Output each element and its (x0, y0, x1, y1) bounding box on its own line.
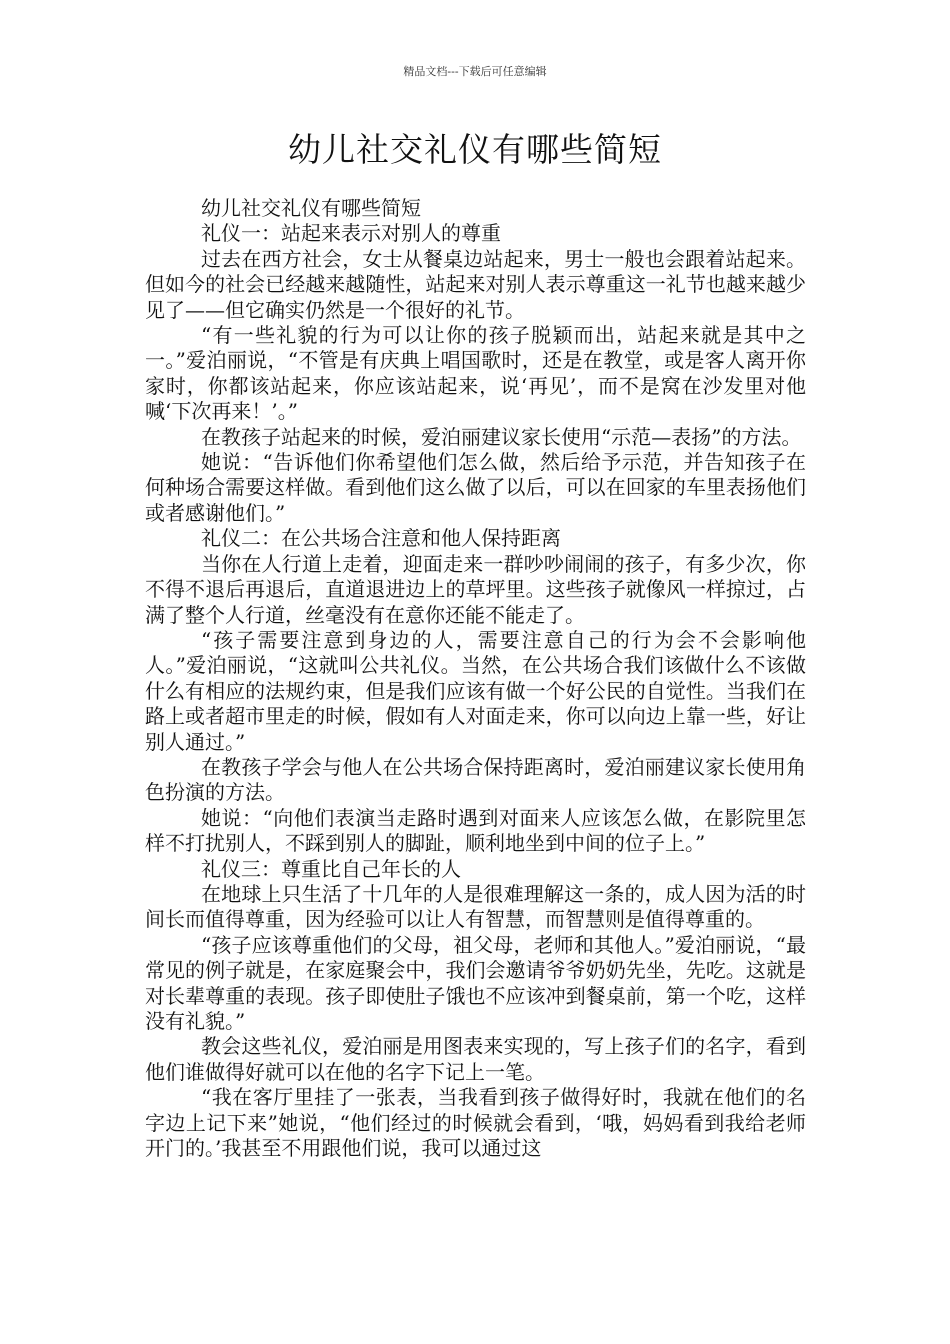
section-heading-2: 礼仪二：在公共场合注意和他人保持距离 (201, 526, 561, 551)
paragraph: “我在客厅里挂了一张表，当我看到孩子做得好时，我就在他们的名字边上记下来”她说，“他们经过的时候就会看到，‘哦，妈妈看到我给老师开门的。’我甚至不用跟他们说，我可以通过这 (145, 1085, 806, 1161)
document-body (145, 196, 806, 1161)
paragraph: 教会这些礼仪，爱泊丽是用图表来实现的，写上孩子们的名字，看到他们谁做得好就可以在他的名字下记上一笔。 (145, 1034, 806, 1084)
paragraph: 在教孩子站起来的时候，爱泊丽建议家长使用“示范—表扬”的方法。 (201, 424, 802, 449)
paragraph: 她说：“向他们表演当走路时遇到对面来人应该怎么做，在影院里怎样不打扰别人，不踩到别人的脚趾，顺利地坐到中间的位子上。” (145, 805, 806, 856)
running-header: 精品文档---下载后可任意编辑 (403, 65, 547, 78)
paragraph: “有一些礼貌的行为可以让你的孩子脱颖而出，站起来就是其中之一。”爱泊丽说，“不管是有庆典上唱国歌时，还是在教堂，或是客人离开你家时，你都该站起来，你应该站起来，说‘再见’，而不是窝在沙发里对他喊‘下次再来！’。” (145, 323, 806, 424)
paragraph: 过去在西方社会，女士从餐桌边站起来，男士一般也会跟着站起来。但如今的社会已经越来越随性，站起来对别人表示尊重这一礼节也越来越少见了——但它确实仍然是一个很好的礼节。 (145, 246, 806, 322)
paragraph: 在地球上只生活了十几年的人是很难理解这一条的，成人因为活的时间长而值得尊重，因为经验可以让人有智慧，而智慧则是值得尊重的。 (145, 881, 806, 932)
paragraph: 当你在人行道上走着，迎面走来一群吵吵闹闹的孩子，有多少次，你不得不退后再退后，直道退进边上的草坪里。这些孩子就像风一样掠过，占满了整个人行道，丝毫没有在意你还能不能走了。 (145, 551, 806, 627)
paragraph: 她说：“告诉他们你希望他们怎么做，然后给予示范，并告知孩子在何种场合需要这样做。看到他们这么做了以后，可以在回家的车里表扬他们或者感谢他们。” (145, 450, 806, 525)
section-heading-1: 礼仪一：站起来表示对别人的尊重 (201, 221, 501, 246)
document-title: 幼儿社交礼仪有哪些简短 (288, 130, 662, 169)
paragraph: “孩子应该尊重他们的父母，祖父母，老师和其他人。”爱泊丽说，“最常见的例子就是，在家庭聚会中，我们会邀请爷爷奶奶先坐，先吃。这就是对长辈尊重的表现。孩子即使肚子饿也不应该冲到餐桌前，第一个吃，这样没有礼貌。” (145, 932, 806, 1033)
section-heading-3: 礼仪三：尊重比自己年长的人 (201, 856, 461, 881)
paragraph-subtitle: 幼儿社交礼仪有哪些简短 (201, 196, 421, 220)
paragraph: 在教孩子学会与他人在公共场合保持距离时，爱泊丽建议家长使用角色扮演的方法。 (145, 754, 806, 805)
paragraph: “孩子需要注意到身边的人，需要注意自己的行为会不会影响他人。”爱泊丽说，“这就叫公共礼仪。当然，在公共场合我们该做什么不该做什么有相应的法规约束，但是我们应该有做一个好公民的自觉性。当我们在路上或者超市里走的时候，假如有人对面走来，你可以向边上靠一些，好让别人通过。” (145, 627, 806, 754)
